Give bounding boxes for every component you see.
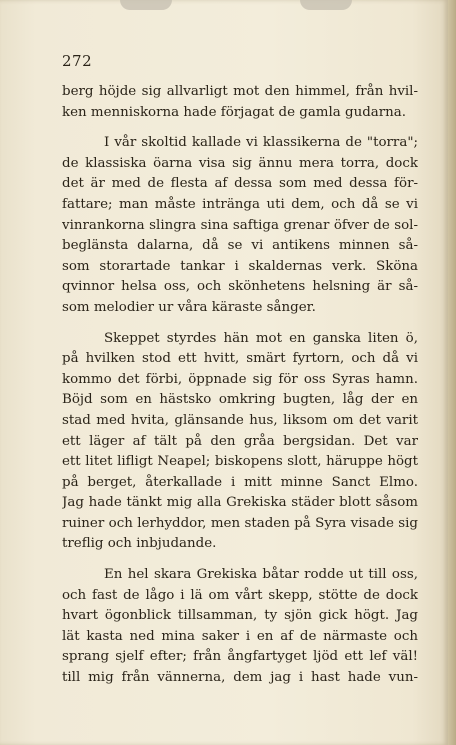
text-line: berg höjde sig allvarligt mot den himmel, från hvil- bbox=[62, 84, 418, 99]
text-line: vinrankorna slingra sina saftiga grenar öfver de sol- bbox=[62, 217, 418, 233]
text-line: ruiner och lerhyddor, men staden på Syra visade sig bbox=[62, 515, 418, 531]
text-line: på hvilken stod ett hvitt, smärt fyrtorn, och då vi bbox=[62, 351, 418, 367]
text-line: de klassiska öarna visa sig ännu mera torra, dock bbox=[62, 155, 418, 171]
clip-mark-left bbox=[120, 0, 172, 10]
paragraph-gap bbox=[62, 319, 418, 329]
text-line: till mig från vännerna, dem jag i hast hade vun- bbox=[62, 670, 418, 686]
paragraph-2 bbox=[62, 133, 418, 318]
text-line: lät kasta ned mina saker i en af de närmaste och bbox=[62, 628, 418, 644]
text-line: som melodier ur våra käraste sånger. bbox=[62, 299, 316, 315]
paragraph-4 bbox=[62, 565, 418, 689]
text-line: på berget, återkallade i mitt minne Sanct Elmo. bbox=[62, 474, 418, 490]
text-line: kommo det förbi, öppnade sig för oss Syras hamn. bbox=[62, 371, 418, 387]
paragraph-gap bbox=[62, 123, 418, 133]
text-line: sprang sjelf efter; från ångfartyget ljöd ett lef väl! bbox=[62, 649, 418, 665]
text-line: I vår skoltid kallade vi klassikerna de "torra"; bbox=[104, 135, 418, 151]
text-line: ett litet lifligt Neapel; biskopens slott, häruppe högt bbox=[62, 454, 418, 470]
text-line: det är med de flesta af dessa som med dessa för- bbox=[62, 176, 418, 192]
text-line: En hel skara Grekiska båtar rodde ut till oss, bbox=[104, 567, 418, 583]
body-text bbox=[62, 82, 418, 689]
clip-mark-right bbox=[300, 0, 352, 10]
paragraph-gap bbox=[62, 555, 418, 565]
paragraph-3 bbox=[62, 329, 418, 556]
text-line: hvart ögonblick tillsamman, ty sjön gick högt. Jag bbox=[62, 608, 418, 624]
page-number: 272 bbox=[62, 52, 93, 70]
text-line: beglänsta dalarna, då se vi antikens minnen så- bbox=[62, 238, 418, 254]
text-line: stad med hvita, glänsande hus, liksom om det varit bbox=[62, 412, 418, 428]
text-line: ken menniskorna hade förjagat de gamla gudarna. bbox=[62, 104, 407, 120]
text-line: Skeppet styrdes hän mot en ganska liten ö, bbox=[104, 330, 418, 346]
text-line: och fast de lågo i lä om vårt skepp, stötte de dock bbox=[62, 587, 418, 603]
page-edge bbox=[448, 0, 456, 745]
text-line: treflig och inbjudande. bbox=[62, 536, 217, 552]
text-line: ett läger af tält på den gråa bergsidan. Det var bbox=[62, 433, 418, 449]
text-line: som storartade tankar i skaldernas verk. Sköna bbox=[62, 258, 418, 274]
paragraph-1 bbox=[62, 82, 418, 123]
text-line: qvinnor helsa oss, och skönhetens helsning är så- bbox=[62, 279, 418, 295]
text-line: fattare; man måste intränga uti dem, och då se vi bbox=[62, 196, 418, 212]
text-line: Jag hade tänkt mig alla Grekiska städer blott såsom bbox=[62, 495, 418, 511]
text-line: Böjd som en hästsko omkring bugten, låg der en bbox=[62, 392, 418, 408]
